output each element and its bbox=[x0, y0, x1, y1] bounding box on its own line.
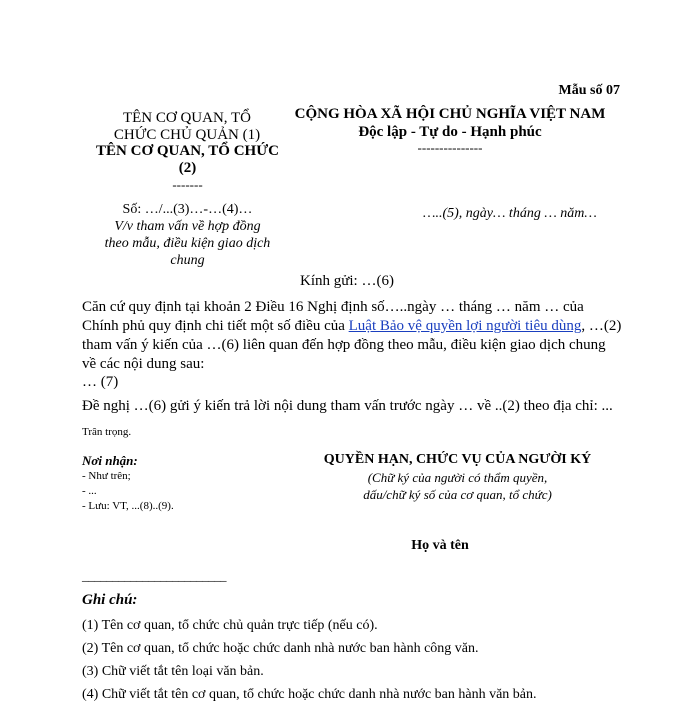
parent-agency-name: TÊN CƠ QUAN, TỔ CHỨC CHỦ QUẢN (1) bbox=[113, 110, 261, 143]
body-p1-line2 bbox=[82, 317, 622, 336]
consumer-protection-law-link[interactable]: Luật Bảo vệ quyền lợi người tiêu dùng bbox=[348, 318, 582, 334]
recipient-item: - ... bbox=[82, 485, 97, 497]
body-p1-text-end: , …(2) bbox=[581, 318, 622, 334]
document-subject bbox=[70, 218, 305, 269]
signer-name: Họ và tên bbox=[411, 538, 469, 553]
subject-line-3: chung bbox=[170, 253, 205, 268]
country-name: CỘNG HÒA XÃ HỘI CHỦ NGHĨA VIỆT NAM bbox=[294, 106, 606, 122]
place-and-date: …..(5), ngày… tháng … năm… bbox=[423, 206, 597, 221]
national-motto: Độc lập - Tự do - Hạnh phúc bbox=[358, 124, 542, 140]
notes-separator: ________________________ bbox=[82, 568, 226, 583]
signer-title: QUYỀN HẠN, CHỨC VỤ CỦA NGƯỜI KÝ bbox=[323, 452, 592, 467]
form-number: Mẫu số 07 bbox=[558, 83, 620, 98]
notes-list bbox=[82, 614, 537, 706]
note-item: (2) Tên cơ quan, tổ chức hoặc chức danh nhà nước ban hành công văn. bbox=[82, 641, 479, 656]
body-p1-line3: tham vấn ý kiến của …(6) liên quan đến hợp đồng theo mẫu, điều kiện giao dịch chung bbox=[82, 337, 606, 353]
recipient-item: - Lưu: VT, ...(8)..(9). bbox=[82, 500, 174, 512]
body-p1-line4: về các nội dung sau: bbox=[82, 356, 205, 372]
body-p1-line1: Căn cứ quy định tại khoản 2 Điều 16 Nghị định số…..ngày … tháng … năm … của bbox=[82, 299, 584, 315]
recipient-line: Kính gửi: …(6) bbox=[300, 273, 394, 289]
agency-name-line2: (2) bbox=[178, 160, 197, 176]
signature-note-line1: (Chữ ký của người có thẩm quyền, bbox=[367, 470, 548, 485]
document-number: Số: …/...(3)…-…(4)… bbox=[122, 202, 253, 217]
signature-note bbox=[290, 469, 625, 503]
notes-title: Ghi chú: bbox=[82, 592, 138, 608]
agency-name-line1: TÊN CƠ QUAN, TỔ CHỨC bbox=[96, 143, 279, 159]
subject-line-2: theo mẫu, điều kiện giao dịch bbox=[104, 236, 271, 251]
right-divider: --------------- bbox=[417, 140, 483, 155]
left-divider: ------- bbox=[172, 177, 203, 192]
recipient-item: - Như trên; bbox=[82, 470, 131, 482]
body-paragraph-3: Đề nghị …(6) gửi ý kiến trả lời nội dung tham vấn trước ngày … về ..(2) theo địa chỉ: ... bbox=[82, 398, 613, 414]
note-item: (3) Chữ viết tắt tên loại văn bản. bbox=[82, 664, 264, 679]
note-item: (1) Tên cơ quan, tổ chức chủ quản trực tiếp (nếu có). bbox=[82, 618, 378, 633]
body-p1-text: Chính phủ quy định chi tiết một số điều của bbox=[82, 318, 349, 334]
recipients-title: Nơi nhận: bbox=[82, 453, 138, 468]
body-paragraph-2: … (7) bbox=[82, 374, 119, 390]
signature-note-line2: dấu/chữ ký số của cơ quan, tổ chức) bbox=[363, 487, 552, 502]
agency-name bbox=[70, 143, 305, 177]
subject-line-1: V/v tham vấn về hợp đồng bbox=[114, 219, 261, 234]
body-paragraph-1 bbox=[82, 298, 622, 374]
note-item: (4) Chữ viết tắt tên cơ quan, tổ chức hoặc chức danh nhà nước ban hành văn bản. bbox=[82, 687, 537, 702]
recipients-list bbox=[82, 469, 174, 514]
closing-salutation: Trân trọng. bbox=[82, 426, 132, 438]
